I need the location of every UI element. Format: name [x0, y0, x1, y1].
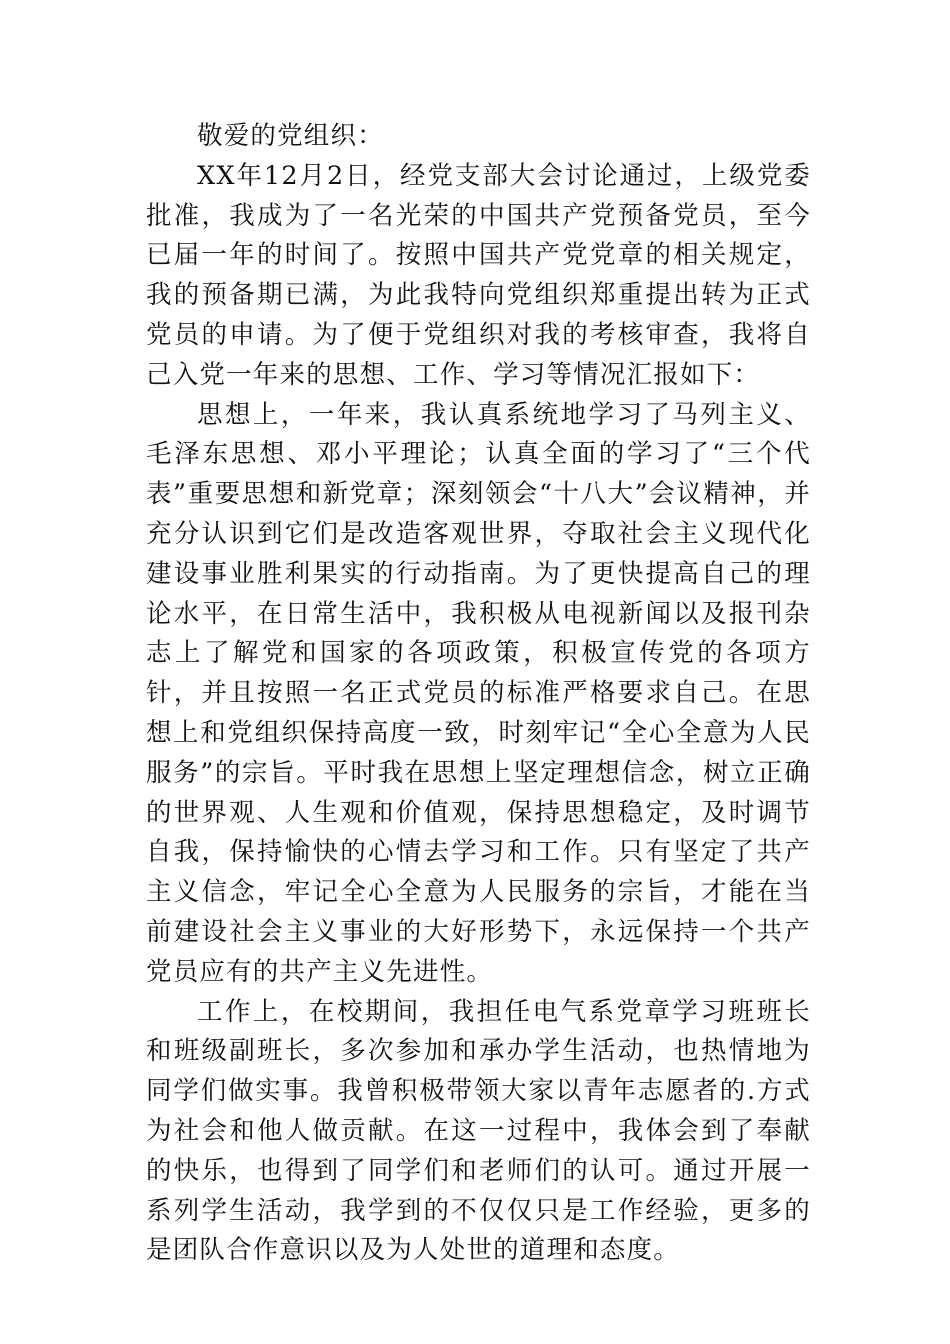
paragraph-work: 工作上，在校期间，我担任电气系党章学习班班长和班级副班长，多次参加和承办学生活动，也热情地为同学们做实事。我曾积极带领大家以青年志愿者的.方式为社会和他人做贡献。在这一过程中，我体会到了奉献的快乐，也得到了同学们和老师们的认可。通过开展一系列学生活动，我学到的不仅仅只是工作经验，更多的是团队合作意识以及为人处世的道理和态度。 [146, 996, 811, 1266]
paragraph-thought: 思想上，一年来，我认真系统地学习了马列主义、毛泽东思想、邓小平理论；认真全面的学习了“三个代表”重要思想和新党章；深刻领会“十八大”会议精神，并充分认识到它们是改造客观世界，夺取社会主义现代化建设事业胜利果实的行动指南。为了更快提高自己的理论水平，在日常生活中，我积极从电视新闻以及报刊杂志上了解党和国家的各项政策，积极宣传党的各项方针，并且按照一名正式党员的标准严格要求自己。在思想上和党组织保持高度一致，时刻牢记“全心全意为人民服务”的宗旨。平时我在思想上坚定理想信念，树立正确的世界观、人生观和价值观，保持思想稳定，及时调节自我，保持愉快的心情去学习和工作。只有坚定了共产主义信念，牢记全心全意为人民服务的宗旨，才能在当前建设社会主义事业的大好形势下，永远保持一个共产党员应有的共产主义先进性。 [146, 399, 811, 987]
salutation: 敬爱的党组织： [197, 121, 384, 151]
paragraph-intro: XX年12月2日，经党支部大会讨论通过，上级党委批准，我成为了一名光荣的中国共产党预备党员，至今已届一年的时间了。按照中国共产党党章的相关规定，我的预备期已满，为此我特向党组织郑重提出转为正式党员的申请。为了便于党组织对我的考核审查，我将自己入党一年来的思想、工作、学习等情况汇报如下： [146, 160, 811, 390]
letter-body [146, 117, 811, 1271]
